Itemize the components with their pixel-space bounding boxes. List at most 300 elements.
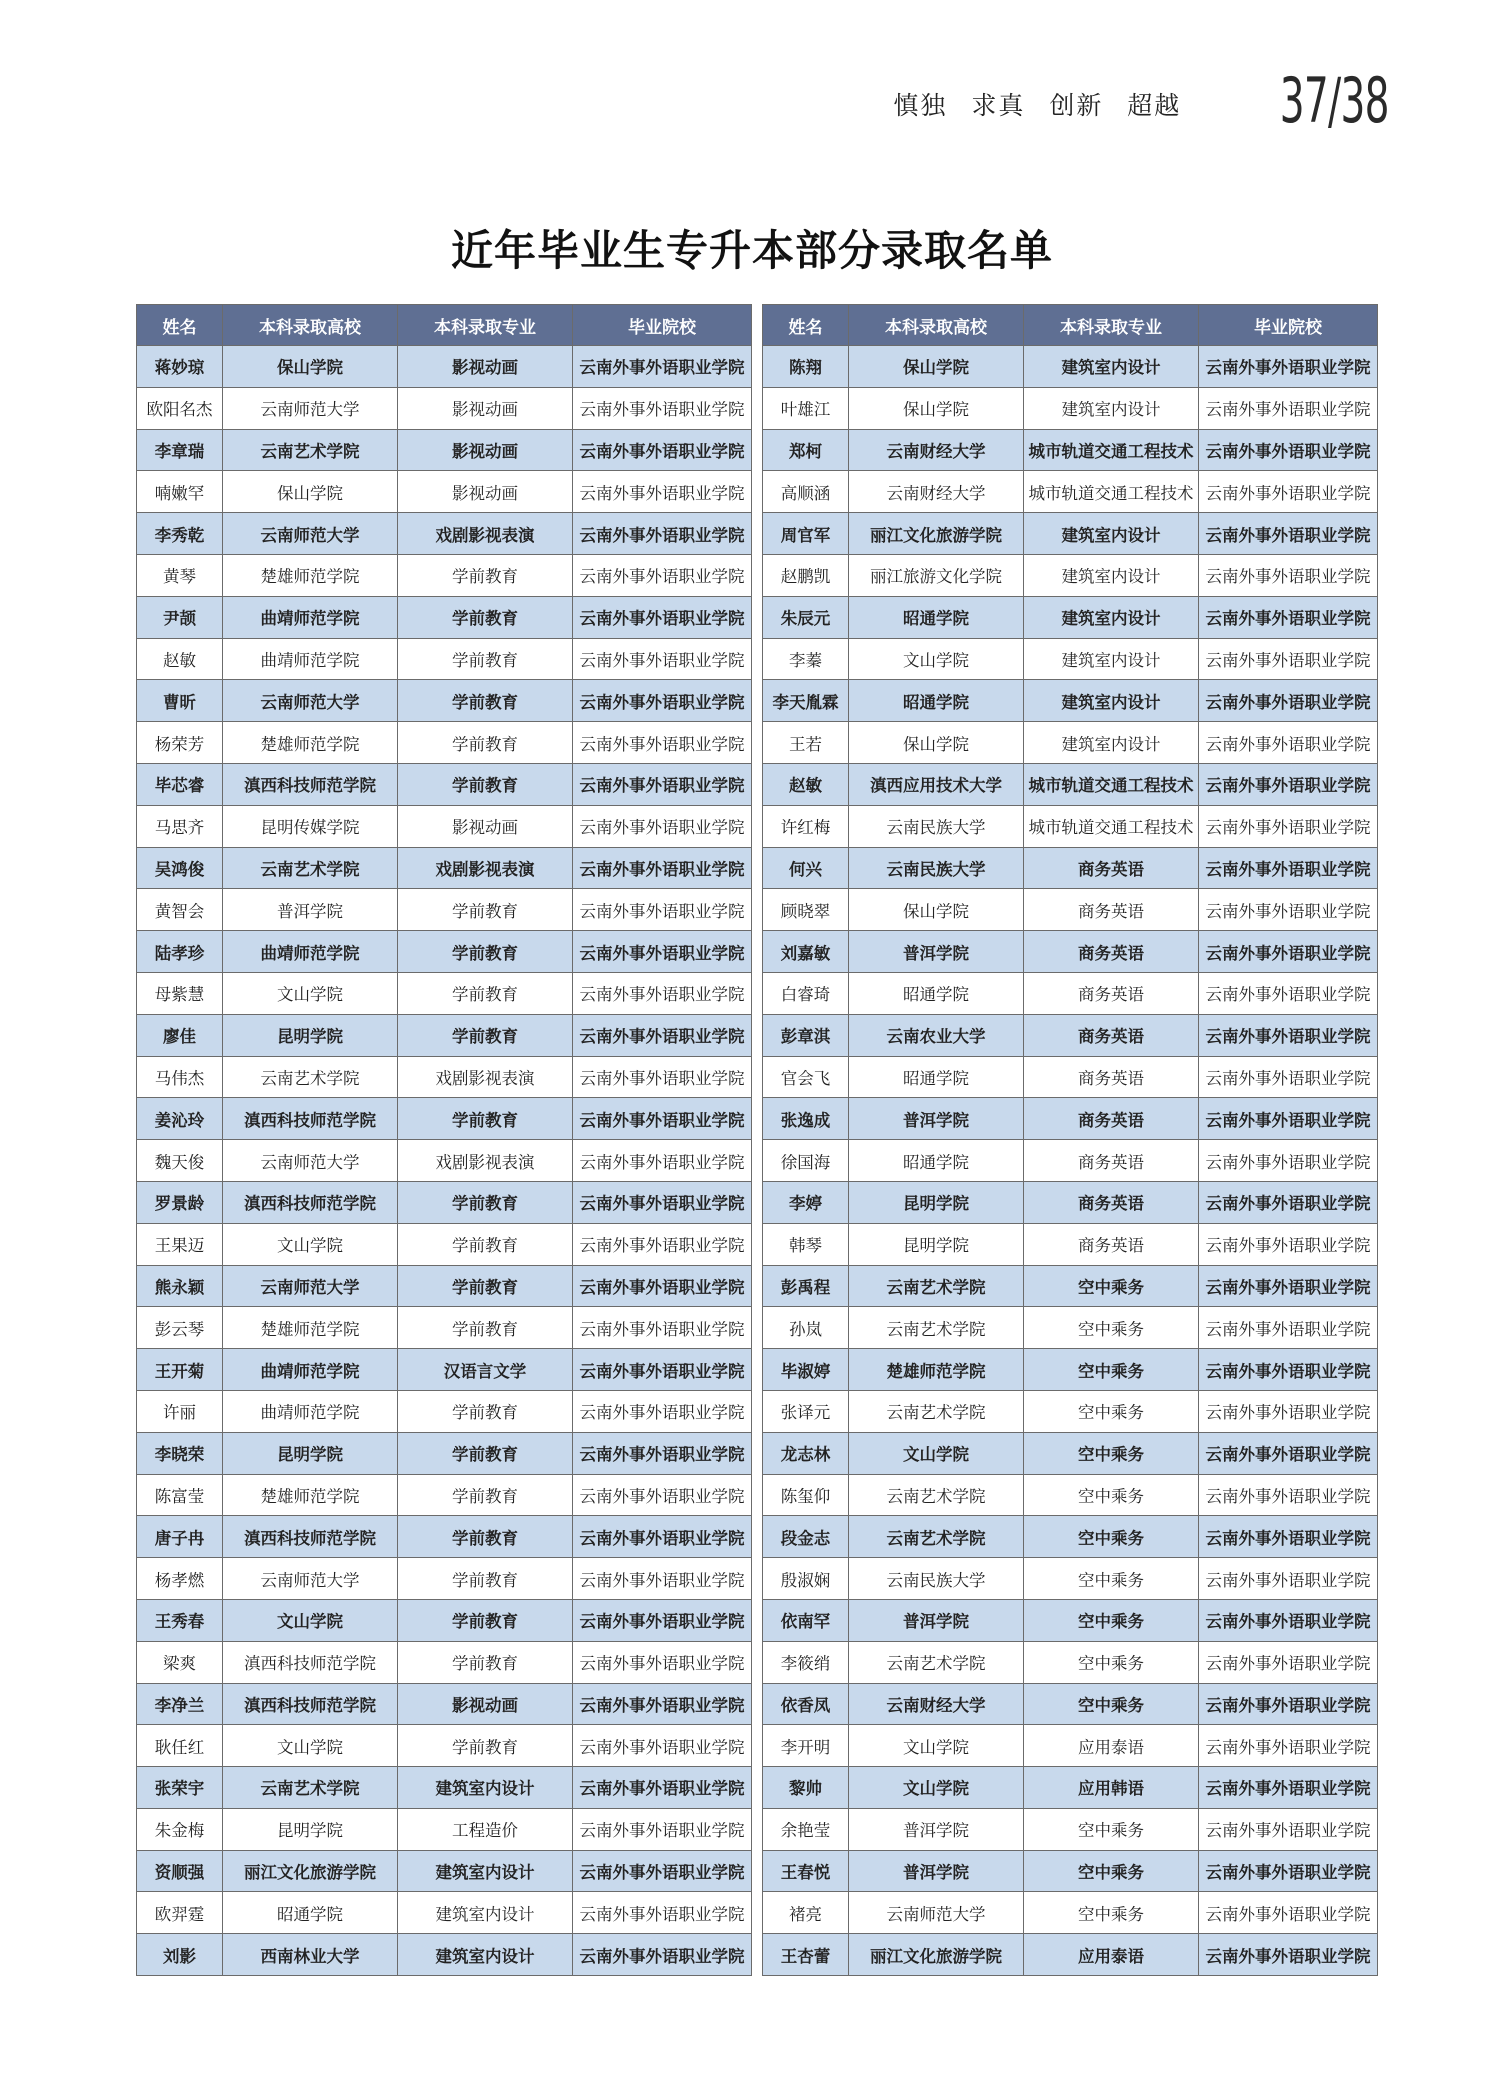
cell-name: 欧羿霆 [137,1892,223,1934]
cell-name: 曹昕 [137,680,223,722]
cell-graduated-from: 云南外事外语职业学院 [573,554,752,596]
cell-university: 普洱学院 [849,1850,1024,1892]
cell-graduated-from: 云南外事外语职业学院 [573,1307,752,1349]
cell-name: 赵敏 [137,638,223,680]
cell-graduated-from: 云南外事外语职业学院 [573,1181,752,1223]
table-row [763,1934,1378,1976]
table-row [763,1349,1378,1391]
table-row [763,931,1378,973]
cell-major: 商务英语 [1024,1140,1199,1182]
cell-university: 曲靖师范学院 [223,1390,398,1432]
cell-university: 云南师范大学 [223,1140,398,1182]
cell-university: 云南艺术学院 [849,1474,1024,1516]
cell-name: 李晓荣 [137,1432,223,1474]
cell-university: 保山学院 [223,346,398,388]
table-row [763,1725,1378,1767]
cell-major: 建筑室内设计 [398,1892,573,1934]
table-row [137,1558,752,1600]
cell-graduated-from: 云南外事外语职业学院 [1199,513,1378,555]
table-row [137,1265,752,1307]
table-row [137,1349,752,1391]
cell-university: 曲靖师范学院 [223,1349,398,1391]
table-row [763,972,1378,1014]
cell-university: 云南艺术学院 [849,1516,1024,1558]
cell-graduated-from: 云南外事外语职业学院 [1199,1683,1378,1725]
cell-graduated-from: 云南外事外语职业学院 [1199,1140,1378,1182]
cell-name: 王果迈 [137,1223,223,1265]
cell-major: 学前教育 [398,1432,573,1474]
table-row [137,805,752,847]
cell-name: 王秀春 [137,1599,223,1641]
cell-name: 郑柯 [763,429,849,471]
cell-graduated-from: 云南外事外语职业学院 [573,1265,752,1307]
cell-university: 昭通学院 [849,972,1024,1014]
cell-major: 应用韩语 [1024,1767,1199,1809]
table-row [763,471,1378,513]
cell-name: 欧阳名杰 [137,387,223,429]
cell-major: 建筑室内设计 [1024,638,1199,680]
cell-major: 影视动画 [398,346,573,388]
table-row [763,1850,1378,1892]
cell-major: 商务英语 [1024,1223,1199,1265]
cell-university: 滇西应用技术大学 [849,763,1024,805]
table-row [763,1516,1378,1558]
cell-university: 云南财经大学 [849,429,1024,471]
cell-name: 官会飞 [763,1056,849,1098]
cell-name: 龙志林 [763,1432,849,1474]
cell-name: 张荣宇 [137,1767,223,1809]
table-row [137,1056,752,1098]
table-row [763,1767,1378,1809]
cell-university: 滇西科技师范学院 [223,1516,398,1558]
cell-name: 褚亮 [763,1892,849,1934]
cell-name: 魏天俊 [137,1140,223,1182]
table-row [137,471,752,513]
table-row [137,554,752,596]
table-row [763,554,1378,596]
cell-university: 云南财经大学 [849,471,1024,513]
cell-university: 云南民族大学 [849,1558,1024,1600]
table-row [137,1181,752,1223]
cell-graduated-from: 云南外事外语职业学院 [1199,554,1378,596]
cell-university: 昆明学院 [223,1808,398,1850]
cell-graduated-from: 云南外事外语职业学院 [1199,638,1378,680]
cell-major: 建筑室内设计 [398,1934,573,1976]
table-row [763,387,1378,429]
cell-major: 空中乘务 [1024,1808,1199,1850]
cell-graduated-from: 云南外事外语职业学院 [1199,346,1378,388]
cell-graduated-from: 云南外事外语职业学院 [573,847,752,889]
cell-university: 云南艺术学院 [223,847,398,889]
cell-graduated-from: 云南外事外语职业学院 [1199,1432,1378,1474]
cell-graduated-from: 云南外事外语职业学院 [1199,429,1378,471]
cell-major: 学前教育 [398,596,573,638]
cell-university: 滇西科技师范学院 [223,763,398,805]
cell-major: 空中乘务 [1024,1558,1199,1600]
table-row [137,1014,752,1056]
column-header-major: 本科录取专业 [398,305,573,346]
cell-name: 韩琴 [763,1223,849,1265]
cell-name: 罗景龄 [137,1181,223,1223]
cell-name: 李秀乾 [137,513,223,555]
table-row [137,1223,752,1265]
table-row [763,722,1378,764]
cell-name: 许红梅 [763,805,849,847]
cell-graduated-from: 云南外事外语职业学院 [573,805,752,847]
cell-name: 赵鹏凯 [763,554,849,596]
cell-graduated-from: 云南外事外语职业学院 [573,1683,752,1725]
table-row [137,763,752,805]
cell-graduated-from: 云南外事外语职业学院 [1199,889,1378,931]
table-row [137,889,752,931]
cell-graduated-from: 云南外事外语职业学院 [573,429,752,471]
table-row [137,1474,752,1516]
cell-graduated-from: 云南外事外语职业学院 [1199,471,1378,513]
cell-university: 云南师范大学 [223,1558,398,1600]
cell-university: 云南师范大学 [223,387,398,429]
cell-name: 王开菊 [137,1349,223,1391]
table-row [137,1516,752,1558]
cell-major: 建筑室内设计 [1024,387,1199,429]
column-header-graduated-from: 毕业院校 [1199,305,1378,346]
cell-university: 云南财经大学 [849,1683,1024,1725]
cell-major: 应用泰语 [1024,1725,1199,1767]
cell-name: 王若 [763,722,849,764]
cell-name: 彭章淇 [763,1014,849,1056]
page-header [893,64,1389,137]
cell-major: 影视动画 [398,1683,573,1725]
cell-university: 普洱学院 [849,1098,1024,1140]
cell-major: 学前教育 [398,1181,573,1223]
table-row [763,889,1378,931]
cell-major: 学前教育 [398,1641,573,1683]
table-row [763,805,1378,847]
cell-major: 城市轨道交通工程技术 [1024,763,1199,805]
cell-university: 文山学院 [849,638,1024,680]
cell-major: 学前教育 [398,763,573,805]
cell-name: 朱辰元 [763,596,849,638]
cell-major: 学前教育 [398,1014,573,1056]
cell-university: 文山学院 [223,972,398,1014]
cell-university: 楚雄师范学院 [223,554,398,596]
cell-major: 影视动画 [398,387,573,429]
cell-name: 彭禹程 [763,1265,849,1307]
table-row [137,346,752,388]
cell-major: 学前教育 [398,931,573,973]
column-header-major: 本科录取专业 [1024,305,1199,346]
cell-name: 尹颉 [137,596,223,638]
table-row [137,1140,752,1182]
cell-major: 学前教育 [398,1223,573,1265]
cell-graduated-from: 云南外事外语职业学院 [573,1808,752,1850]
table-row [763,1140,1378,1182]
cell-name: 依香凤 [763,1683,849,1725]
table-row [137,1725,752,1767]
cell-major: 空中乘务 [1024,1474,1199,1516]
cell-graduated-from: 云南外事外语职业学院 [573,1223,752,1265]
table-row [137,1307,752,1349]
cell-university: 丽江文化旅游学院 [849,1934,1024,1976]
cell-graduated-from: 云南外事外语职业学院 [1199,1056,1378,1098]
cell-graduated-from: 云南外事外语职业学院 [573,513,752,555]
cell-graduated-from: 云南外事外语职业学院 [573,763,752,805]
cell-major: 学前教育 [398,1265,573,1307]
cell-graduated-from: 云南外事外语职业学院 [573,680,752,722]
cell-major: 学前教育 [398,1307,573,1349]
table-row [763,596,1378,638]
cell-graduated-from: 云南外事外语职业学院 [573,471,752,513]
table-row [137,680,752,722]
cell-university: 曲靖师范学院 [223,596,398,638]
cell-name: 何兴 [763,847,849,889]
cell-graduated-from: 云南外事外语职业学院 [1199,1850,1378,1892]
cell-name: 毕芯睿 [137,763,223,805]
table-row [137,1390,752,1432]
table-row [137,1599,752,1641]
cell-university: 云南艺术学院 [223,1767,398,1809]
cell-major: 工程造价 [398,1808,573,1850]
cell-graduated-from: 云南外事外语职业学院 [1199,1767,1378,1809]
cell-graduated-from: 云南外事外语职业学院 [1199,1181,1378,1223]
cell-major: 商务英语 [1024,1014,1199,1056]
table-row [137,638,752,680]
cell-name: 姜沁玲 [137,1098,223,1140]
cell-university: 云南艺术学院 [849,1307,1024,1349]
table-row [763,1307,1378,1349]
cell-university: 西南林业大学 [223,1934,398,1976]
cell-major: 商务英语 [1024,1181,1199,1223]
cell-university: 云南艺术学院 [223,1056,398,1098]
table-row [763,1098,1378,1140]
cell-university: 保山学院 [849,722,1024,764]
cell-name: 陈翔 [763,346,849,388]
table-row [763,1432,1378,1474]
cell-major: 戏剧影视表演 [398,1056,573,1098]
cell-name: 李婷 [763,1181,849,1223]
cell-graduated-from: 云南外事外语职业学院 [1199,1474,1378,1516]
table-row [137,1850,752,1892]
table-row [763,1181,1378,1223]
cell-university: 文山学院 [849,1767,1024,1809]
cell-graduated-from: 云南外事外语职业学院 [573,1892,752,1934]
cell-university: 楚雄师范学院 [223,722,398,764]
cell-name: 唐子冉 [137,1516,223,1558]
cell-name: 白睿琦 [763,972,849,1014]
cell-university: 保山学院 [223,471,398,513]
cell-major: 商务英语 [1024,847,1199,889]
cell-university: 昭通学院 [849,680,1024,722]
table-row [763,1474,1378,1516]
cell-university: 文山学院 [849,1432,1024,1474]
cell-university: 云南师范大学 [223,513,398,555]
cell-graduated-from: 云南外事外语职业学院 [1199,1934,1378,1976]
cell-university: 保山学院 [849,346,1024,388]
table-row [137,1934,752,1976]
table-row [763,1014,1378,1056]
cell-major: 影视动画 [398,429,573,471]
cell-name: 叶雄江 [763,387,849,429]
cell-name: 杨孝燃 [137,1558,223,1600]
cell-name: 王春悦 [763,1850,849,1892]
cell-name: 朱金梅 [137,1808,223,1850]
page-title: 近年毕业生专升本部分录取名单 [450,226,1053,275]
cell-major: 空中乘务 [1024,1307,1199,1349]
cell-university: 云南师范大学 [849,1892,1024,1934]
roster-table-right [762,304,1378,1976]
table-row [763,1683,1378,1725]
cell-graduated-from: 云南外事外语职业学院 [573,1725,752,1767]
cell-major: 城市轨道交通工程技术 [1024,805,1199,847]
cell-graduated-from: 云南外事外语职业学院 [1199,763,1378,805]
cell-name: 殷淑娴 [763,1558,849,1600]
cell-major: 影视动画 [398,471,573,513]
cell-graduated-from: 云南外事外语职业学院 [573,1767,752,1809]
cell-major: 空中乘务 [1024,1641,1199,1683]
table-row [137,513,752,555]
cell-name: 杨荣芳 [137,722,223,764]
cell-major: 戏剧影视表演 [398,513,573,555]
cell-major: 学前教育 [398,1474,573,1516]
table-row [763,1599,1378,1641]
cell-graduated-from: 云南外事外语职业学院 [1199,722,1378,764]
cell-graduated-from: 云南外事外语职业学院 [1199,596,1378,638]
cell-university: 保山学院 [849,387,1024,429]
cell-graduated-from: 云南外事外语职业学院 [573,1098,752,1140]
cell-name: 毕淑婷 [763,1349,849,1391]
cell-name: 黄琴 [137,554,223,596]
cell-name: 李章瑞 [137,429,223,471]
cell-university: 昭通学院 [849,1140,1024,1182]
cell-graduated-from: 云南外事外语职业学院 [573,638,752,680]
cell-major: 空中乘务 [1024,1432,1199,1474]
table-row [763,1892,1378,1934]
cell-graduated-from: 云南外事外语职业学院 [1199,1307,1378,1349]
cell-major: 商务英语 [1024,1098,1199,1140]
cell-graduated-from: 云南外事外语职业学院 [1199,1892,1378,1934]
cell-name: 廖佳 [137,1014,223,1056]
cell-name: 马伟杰 [137,1056,223,1098]
table-row [763,346,1378,388]
cell-major: 商务英语 [1024,889,1199,931]
cell-university: 昆明传媒学院 [223,805,398,847]
table-row [137,1641,752,1683]
cell-graduated-from: 云南外事外语职业学院 [1199,805,1378,847]
cell-university: 丽江文化旅游学院 [223,1850,398,1892]
cell-university: 昆明学院 [223,1014,398,1056]
cell-graduated-from: 云南外事外语职业学院 [1199,1516,1378,1558]
cell-major: 学前教育 [398,1390,573,1432]
table-row [763,638,1378,680]
cell-graduated-from: 云南外事外语职业学院 [1199,680,1378,722]
cell-graduated-from: 云南外事外语职业学院 [573,972,752,1014]
cell-graduated-from: 云南外事外语职业学院 [1199,972,1378,1014]
cell-university: 昆明学院 [849,1181,1024,1223]
cell-name: 李净兰 [137,1683,223,1725]
cell-major: 空中乘务 [1024,1850,1199,1892]
cell-major: 学前教育 [398,1558,573,1600]
table-row [763,1265,1378,1307]
cell-university: 云南艺术学院 [849,1641,1024,1683]
table-row [137,596,752,638]
cell-major: 建筑室内设计 [398,1850,573,1892]
cell-university: 云南艺术学院 [849,1390,1024,1432]
cell-graduated-from: 云南外事外语职业学院 [573,1558,752,1600]
cell-major: 空中乘务 [1024,1683,1199,1725]
cell-major: 建筑室内设计 [1024,722,1199,764]
table-row [137,931,752,973]
cell-university: 云南师范大学 [223,1265,398,1307]
cell-graduated-from: 云南外事外语职业学院 [573,889,752,931]
table-row [763,1223,1378,1265]
cell-graduated-from: 云南外事外语职业学院 [1199,1641,1378,1683]
cell-major: 建筑室内设计 [1024,680,1199,722]
cell-name: 依南罕 [763,1599,849,1641]
cell-graduated-from: 云南外事外语职业学院 [1199,1265,1378,1307]
cell-name: 李开明 [763,1725,849,1767]
cell-name: 李蓁 [763,638,849,680]
cell-graduated-from: 云南外事外语职业学院 [573,387,752,429]
cell-university: 楚雄师范学院 [223,1474,398,1516]
table-row [137,1808,752,1850]
cell-name: 耿任红 [137,1725,223,1767]
table-row [137,722,752,764]
table-row [137,1432,752,1474]
cell-major: 城市轨道交通工程技术 [1024,471,1199,513]
cell-name: 徐国海 [763,1140,849,1182]
roster-table-left [136,304,752,1976]
table-row [763,1641,1378,1683]
cell-name: 李筱绡 [763,1641,849,1683]
cell-name: 刘嘉敏 [763,931,849,973]
cell-university: 普洱学院 [849,1808,1024,1850]
cell-name: 余艳莹 [763,1808,849,1850]
cell-graduated-from: 云南外事外语职业学院 [573,1349,752,1391]
cell-name: 马思齐 [137,805,223,847]
cell-major: 商务英语 [1024,1056,1199,1098]
cell-graduated-from: 云南外事外语职业学院 [573,1599,752,1641]
cell-university: 楚雄师范学院 [223,1307,398,1349]
cell-major: 建筑室内设计 [1024,513,1199,555]
cell-major: 学前教育 [398,1098,573,1140]
cell-name: 孙岚 [763,1307,849,1349]
cell-name: 黎帅 [763,1767,849,1809]
table-row [763,1808,1378,1850]
cell-name: 陆孝珍 [137,931,223,973]
cell-university: 文山学院 [223,1599,398,1641]
cell-graduated-from: 云南外事外语职业学院 [573,1014,752,1056]
cell-major: 应用泰语 [1024,1934,1199,1976]
cell-graduated-from: 云南外事外语职业学院 [1199,1725,1378,1767]
cell-university: 滇西科技师范学院 [223,1683,398,1725]
cell-major: 学前教育 [398,638,573,680]
cell-major: 学前教育 [398,1516,573,1558]
cell-major: 学前教育 [398,889,573,931]
cell-graduated-from: 云南外事外语职业学院 [573,931,752,973]
cell-name: 刘影 [137,1934,223,1976]
table-header-row [137,305,752,346]
cell-graduated-from: 云南外事外语职业学院 [573,1140,752,1182]
cell-university: 滇西科技师范学院 [223,1641,398,1683]
cell-major: 建筑室内设计 [1024,554,1199,596]
cell-graduated-from: 云南外事外语职业学院 [573,596,752,638]
cell-graduated-from: 云南外事外语职业学院 [1199,931,1378,973]
cell-graduated-from: 云南外事外语职业学院 [1199,1808,1378,1850]
page-number: 37/38 [1279,64,1389,137]
cell-university: 云南民族大学 [849,805,1024,847]
cell-graduated-from: 云南外事外语职业学院 [573,1056,752,1098]
cell-university: 滇西科技师范学院 [223,1181,398,1223]
table-row [137,847,752,889]
